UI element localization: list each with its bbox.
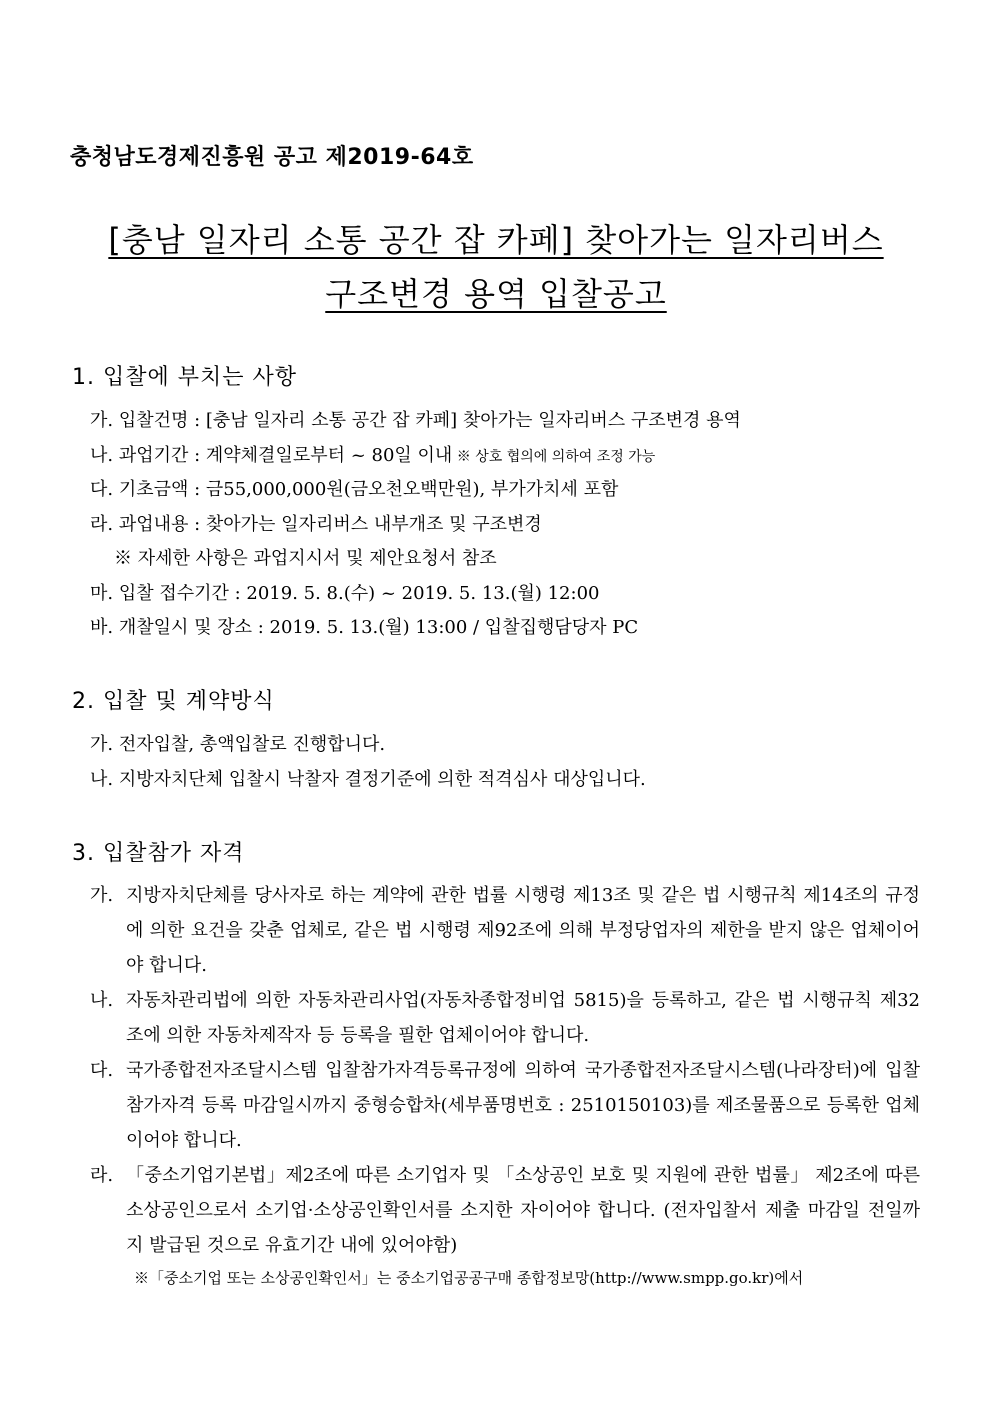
list-item: [90, 878, 920, 983]
list-item: [90, 983, 920, 1053]
item-marker: 가.: [90, 885, 114, 906]
title-line-1: [충남 일자리 소통 공간 잡 카페] 찾아가는 일자리버스: [108, 221, 884, 259]
footnote: ※「중소기업 또는 소상공인확인서」는 중소기업공공구매 종합정보망(http://www.smpp.go.kr)에서: [134, 1269, 804, 1287]
section-2-list: [90, 728, 930, 797]
list-item: 바. 개찰일시 및 장소 : 2019. 5. 13.(월) 13:00 / 입찰집행담당자 PC: [90, 617, 639, 638]
list-item-note: ※ 자세한 사항은 과업지시서 및 제안요청서 참조: [114, 548, 497, 569]
item-marker: 나.: [90, 990, 114, 1011]
list-item: 나. 지방자치단체 입찰시 낙찰자 결정기준에 의한 적격심사 대상입니다.: [90, 768, 646, 790]
list-item: [90, 1158, 920, 1263]
period-text: 나. 과업기간 : 계약체결일로부터 ~ 80일 이내: [90, 444, 453, 466]
list-item: [90, 1053, 920, 1158]
notice-number: 충청남도경제진흥원 공고 제2019-64호: [70, 145, 474, 170]
list-item: 라. 과업내용 : 찾아가는 일자리버스 내부개조 및 구조변경: [90, 513, 542, 535]
section-3-heading: 3. 입찰참가 자격: [72, 841, 245, 866]
section-1-list: [90, 404, 930, 646]
section-1-heading: 1. 입찰에 부치는 사항: [72, 365, 297, 390]
item-text: 지방자치단체를 당사자로 하는 계약에 관한 법률 시행령 제13조 및 같은 법 시행규칙 제14조의 규정에 의한 요건을 갖춘 업체로, 같은 법 시행령 제92조에 의해 부정당업자의 제한을 받지 않은 업체이어야 합니다.: [126, 885, 920, 976]
list-item: 마. 입찰 접수기간 : 2019. 5. 8.(수) ~ 2019. 5. 13.(월) 12:00: [90, 582, 600, 604]
list-item: 가. 전자입찰, 총액입찰로 진행합니다.: [90, 734, 386, 755]
item-text: 「중소기업기본법」제2조에 따른 소기업자 및 「소상공인 보호 및 지원에 관한 법률」 제2조에 따른 소상공인으로서 소기업·소상공인확인서를 소지한 자이어야 합니다. (전자입찰서 제출 마감일 전일까지 발급된 것으로 유효기간 내에 있어야함): [126, 1165, 920, 1256]
list-item: 다. 기초금액 : 금55,000,000원(금오천오백만원), 부가가치세 포함: [90, 479, 619, 500]
item-text: 자동차관리법에 의한 자동차관리사업(자동차종합정비업 5815)을 등록하고, 같은 법 시행규칙 제32조에 의한 자동차제작자 등 등록을 필한 업체이어야 합니다.: [126, 990, 920, 1046]
item-marker: 다.: [90, 1060, 114, 1081]
title-line-2: 구조변경 용역 입찰공고: [325, 275, 667, 313]
section-3-list: [90, 878, 920, 1293]
list-item: 가. 입찰건명 : [충남 일자리 소통 공간 잡 카페] 찾아가는 일자리버스 구조변경 용역: [90, 410, 741, 431]
period-note: ※ 상호 협의에 의하여 조정 가능: [452, 448, 656, 465]
document-title: [60, 213, 932, 321]
list-item: [90, 439, 930, 474]
item-marker: 라.: [90, 1165, 114, 1186]
item-text: 국가종합전자조달시스템 입찰참가자격등록규정에 의하여 국가종합전자조달시스템(나라장터)에 입찰참가자격 등록 마감일시까지 중형승합차(세부품명번호 : 2510150103)를 제조물품으로 등록한 업체이어야 합니다.: [126, 1060, 920, 1151]
section-2-heading: 2. 입찰 및 계약방식: [72, 689, 275, 714]
